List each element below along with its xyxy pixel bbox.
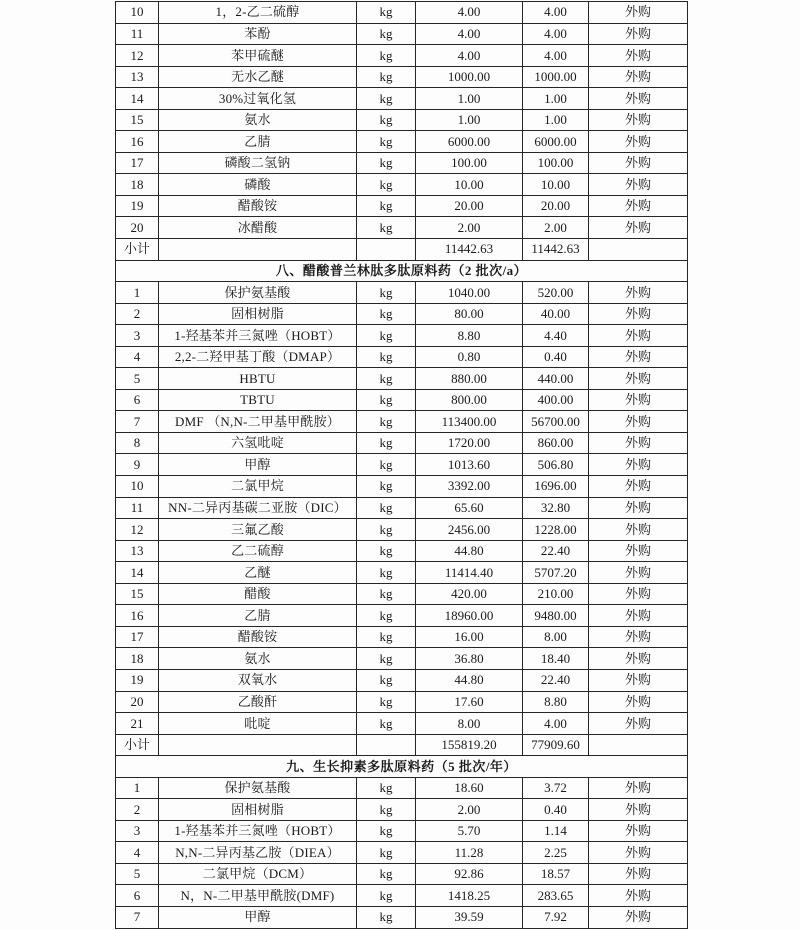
cell-qty2: 860.00 <box>523 432 589 454</box>
cell-source: 外购 <box>589 583 688 605</box>
cell-unit: kg <box>357 45 416 67</box>
cell-qty1: 2.00 <box>416 799 523 821</box>
table-row <box>116 669 688 691</box>
cell-unit: kg <box>357 2 416 24</box>
cell-name: N,N-二异丙基乙胺（DIEA） <box>159 842 357 864</box>
cell-source: 外购 <box>589 303 688 325</box>
cell-no: 18 <box>116 174 159 196</box>
table-row <box>116 691 688 713</box>
cell-source: 外购 <box>589 432 688 454</box>
cell-name: 醋酸铵 <box>159 626 357 648</box>
cell-qty2: 506.80 <box>523 454 589 476</box>
cell-unit: kg <box>357 282 416 304</box>
cell-name: 固相树脂 <box>159 799 357 821</box>
cell-unit: kg <box>357 540 416 562</box>
cell-source: 外购 <box>589 497 688 519</box>
table-row <box>116 497 688 519</box>
cell-qty2: 4.00 <box>523 713 589 735</box>
cell-unit: kg <box>357 497 416 519</box>
cell-qty2: 1.00 <box>523 88 589 110</box>
cell-source: 外购 <box>589 669 688 691</box>
table-row <box>116 626 688 648</box>
cell-no: 6 <box>116 885 159 907</box>
cell-qty2: 18.40 <box>523 648 589 670</box>
cell-source: 外购 <box>589 777 688 799</box>
cell-no: 6 <box>116 389 159 411</box>
cell-qty1: 1040.00 <box>416 282 523 304</box>
cell-source: 外购 <box>589 863 688 885</box>
cell-source: 外购 <box>589 648 688 670</box>
cell-qty1: 113400.00 <box>416 411 523 433</box>
cell-qty1: 80.00 <box>416 303 523 325</box>
cell-no: 11 <box>116 23 159 45</box>
cell-source: 外购 <box>589 66 688 88</box>
cell-name: 醋酸 <box>159 583 357 605</box>
cell-name: 双氧水 <box>159 669 357 691</box>
cell-no: 20 <box>116 217 159 239</box>
cell-unit: kg <box>357 217 416 239</box>
cell-qty2: 7.92 <box>523 906 589 928</box>
cell-source <box>589 734 688 756</box>
cell-qty2: 1696.00 <box>523 476 589 498</box>
table-row <box>116 713 688 735</box>
cell-name: 无水乙醚 <box>159 66 357 88</box>
cell-qty1: 1000.00 <box>416 66 523 88</box>
table-row <box>116 325 688 347</box>
cell-no: 16 <box>116 131 159 153</box>
cell-unit: kg <box>357 906 416 928</box>
cell-qty2: 9480.00 <box>523 605 589 627</box>
cell-qty2: 4.00 <box>523 45 589 67</box>
cell-name: 苯酚 <box>159 23 357 45</box>
cell-qty1: 0.80 <box>416 346 523 368</box>
cell-qty2: 1228.00 <box>523 519 589 541</box>
table-row <box>116 217 688 239</box>
table-row <box>116 195 688 217</box>
cell-source: 外购 <box>589 476 688 498</box>
cell-name: 三氟乙酸 <box>159 519 357 541</box>
cell-qty2: 77909.60 <box>523 734 589 756</box>
cell-no: 5 <box>116 368 159 390</box>
cell-qty2: 440.00 <box>523 368 589 390</box>
cell-unit: kg <box>357 88 416 110</box>
cell-qty2: 4.40 <box>523 325 589 347</box>
cell-name: 1，2-乙二硫醇 <box>159 2 357 24</box>
cell-no: 15 <box>116 109 159 131</box>
table-row <box>116 906 688 928</box>
table-row <box>116 368 688 390</box>
cell-unit: kg <box>357 799 416 821</box>
cell-no: 2 <box>116 303 159 325</box>
cell-qty1: 92.86 <box>416 863 523 885</box>
cell-no: 8 <box>116 432 159 454</box>
cell-source <box>589 239 688 261</box>
cell-source: 外购 <box>589 131 688 153</box>
cell-no: 7 <box>116 906 159 928</box>
cell-no: 17 <box>116 626 159 648</box>
cell-qty1: 3392.00 <box>416 476 523 498</box>
cell-unit: kg <box>357 519 416 541</box>
cell-name: 冰醋酸 <box>159 217 357 239</box>
cell-unit: kg <box>357 454 416 476</box>
cell-qty2: 210.00 <box>523 583 589 605</box>
cell-qty2: 283.65 <box>523 885 589 907</box>
table-row <box>116 540 688 562</box>
cell-qty1: 10.00 <box>416 174 523 196</box>
table-row <box>116 476 688 498</box>
cell-qty2: 18.57 <box>523 863 589 885</box>
cell-no: 4 <box>116 346 159 368</box>
cell-name: 乙酸酐 <box>159 691 357 713</box>
cell-qty1: 18960.00 <box>416 605 523 627</box>
cell-source: 外购 <box>589 454 688 476</box>
cell-name: 固相树脂 <box>159 303 357 325</box>
cell-qty1: 44.80 <box>416 540 523 562</box>
cell-no: 21 <box>116 713 159 735</box>
cell-unit: kg <box>357 842 416 864</box>
cell-qty2: 1.00 <box>523 109 589 131</box>
cell-source: 外购 <box>589 45 688 67</box>
cell-qty2: 11442.63 <box>523 239 589 261</box>
cell-no: 2 <box>116 799 159 821</box>
cell-no: 19 <box>116 669 159 691</box>
table-row <box>116 239 688 261</box>
table-row <box>116 23 688 45</box>
table-row <box>116 799 688 821</box>
cell-qty1: 65.60 <box>416 497 523 519</box>
table-row <box>116 152 688 174</box>
cell-name <box>159 734 357 756</box>
cell-name: HBTU <box>159 368 357 390</box>
cell-qty1: 880.00 <box>416 368 523 390</box>
cell-unit: kg <box>357 562 416 584</box>
cell-unit: kg <box>357 777 416 799</box>
cell-source: 外购 <box>589 562 688 584</box>
cell-qty2: 5707.20 <box>523 562 589 584</box>
table-row <box>116 346 688 368</box>
table-row <box>116 109 688 131</box>
table-row <box>116 389 688 411</box>
cell-no: 17 <box>116 152 159 174</box>
cell-qty1: 5.70 <box>416 820 523 842</box>
cell-qty2: 3.72 <box>523 777 589 799</box>
cell-name: 30%过氧化氢 <box>159 88 357 110</box>
cell-qty1: 1.00 <box>416 88 523 110</box>
cell-qty1: 36.80 <box>416 648 523 670</box>
cell-qty2: 1000.00 <box>523 66 589 88</box>
cell-qty2: 2.00 <box>523 217 589 239</box>
cell-name <box>159 239 357 261</box>
table-row <box>116 2 688 24</box>
cell-source: 外购 <box>589 389 688 411</box>
cell-name: 磷酸二氢钠 <box>159 152 357 174</box>
cell-qty1: 2.00 <box>416 217 523 239</box>
cell-qty2: 22.40 <box>523 540 589 562</box>
cell-no: 14 <box>116 562 159 584</box>
cell-source: 外购 <box>589 23 688 45</box>
cell-source: 外购 <box>589 109 688 131</box>
cell-qty2: 0.40 <box>523 346 589 368</box>
cell-no: 19 <box>116 195 159 217</box>
cell-unit: kg <box>357 411 416 433</box>
cell-unit: kg <box>357 174 416 196</box>
cell-source: 外购 <box>589 713 688 735</box>
table-row <box>116 66 688 88</box>
cell-unit: kg <box>357 885 416 907</box>
cell-qty1: 100.00 <box>416 152 523 174</box>
table-row <box>116 734 688 756</box>
cell-qty2: 10.00 <box>523 174 589 196</box>
cell-unit: kg <box>357 325 416 347</box>
cell-qty1: 6000.00 <box>416 131 523 153</box>
cell-qty1: 8.80 <box>416 325 523 347</box>
cell-no: 13 <box>116 540 159 562</box>
cell-no: 15 <box>116 583 159 605</box>
cell-name: 二氯甲烷（DCM） <box>159 863 357 885</box>
cell-qty2: 520.00 <box>523 282 589 304</box>
cell-no: 20 <box>116 691 159 713</box>
cell-qty2: 6000.00 <box>523 131 589 153</box>
cell-qty1: 1720.00 <box>416 432 523 454</box>
cell-name: 氨水 <box>159 109 357 131</box>
cell-name: 吡啶 <box>159 713 357 735</box>
table-row <box>116 303 688 325</box>
cell-unit: kg <box>357 368 416 390</box>
cell-name: DMF （N,N-二甲基甲酰胺） <box>159 411 357 433</box>
cell-qty1: 800.00 <box>416 389 523 411</box>
cell-name: 乙醚 <box>159 562 357 584</box>
cell-qty1: 11.28 <box>416 842 523 864</box>
cell-qty1: 11414.40 <box>416 562 523 584</box>
cell-no: 小计 <box>116 734 159 756</box>
materials-table <box>115 1 688 929</box>
cell-unit: kg <box>357 131 416 153</box>
cell-qty2: 2.25 <box>523 842 589 864</box>
cell-no: 9 <box>116 454 159 476</box>
cell-source: 外购 <box>589 152 688 174</box>
cell-name: 1-羟基苯并三氮唑（HOBT） <box>159 820 357 842</box>
cell-unit: kg <box>357 626 416 648</box>
cell-name: 甲醇 <box>159 906 357 928</box>
cell-qty1: 4.00 <box>416 2 523 24</box>
cell-no: 5 <box>116 863 159 885</box>
cell-unit: kg <box>357 109 416 131</box>
table-row <box>116 282 688 304</box>
cell-qty2: 100.00 <box>523 152 589 174</box>
cell-name: 二氯甲烷 <box>159 476 357 498</box>
section-header-row <box>116 756 688 778</box>
cell-name: N，N-二甲基甲酰胺(DMF) <box>159 885 357 907</box>
cell-unit: kg <box>357 669 416 691</box>
cell-unit: kg <box>357 389 416 411</box>
table-row <box>116 863 688 885</box>
cell-unit: kg <box>357 195 416 217</box>
cell-qty2: 22.40 <box>523 669 589 691</box>
cell-qty2: 56700.00 <box>523 411 589 433</box>
table-row <box>116 519 688 541</box>
cell-qty1: 1418.25 <box>416 885 523 907</box>
cell-source: 外购 <box>589 820 688 842</box>
cell-unit: kg <box>357 303 416 325</box>
cell-qty2: 40.00 <box>523 303 589 325</box>
table-row <box>116 45 688 67</box>
table-row <box>116 583 688 605</box>
cell-source: 外购 <box>589 885 688 907</box>
cell-unit <box>357 734 416 756</box>
cell-qty1: 4.00 <box>416 45 523 67</box>
cell-unit: kg <box>357 432 416 454</box>
cell-qty2: 8.00 <box>523 626 589 648</box>
cell-no: 3 <box>116 820 159 842</box>
cell-name: 氨水 <box>159 648 357 670</box>
table-row <box>116 131 688 153</box>
table-row <box>116 820 688 842</box>
cell-no: 11 <box>116 497 159 519</box>
cell-name: 磷酸 <box>159 174 357 196</box>
cell-source: 外购 <box>589 368 688 390</box>
cell-name: NN-二异丙基碳二亚胺（DIC） <box>159 497 357 519</box>
cell-unit: kg <box>357 713 416 735</box>
table-row <box>116 562 688 584</box>
cell-unit: kg <box>357 476 416 498</box>
cell-no: 18 <box>116 648 159 670</box>
cell-name: 保护氨基酸 <box>159 777 357 799</box>
table-row <box>116 88 688 110</box>
cell-no: 7 <box>116 411 159 433</box>
cell-qty2: 4.00 <box>523 23 589 45</box>
table-row <box>116 842 688 864</box>
cell-qty1: 44.80 <box>416 669 523 691</box>
cell-qty1: 18.60 <box>416 777 523 799</box>
cell-source: 外购 <box>589 799 688 821</box>
cell-source: 外购 <box>589 325 688 347</box>
cell-unit: kg <box>357 152 416 174</box>
cell-source: 外购 <box>589 195 688 217</box>
cell-source: 外购 <box>589 346 688 368</box>
cell-no: 10 <box>116 2 159 24</box>
cell-unit <box>357 239 416 261</box>
cell-qty1: 420.00 <box>416 583 523 605</box>
cell-qty2: 20.00 <box>523 195 589 217</box>
cell-source: 外购 <box>589 906 688 928</box>
cell-qty1: 17.60 <box>416 691 523 713</box>
table-row <box>116 885 688 907</box>
cell-qty1: 11442.63 <box>416 239 523 261</box>
cell-qty2: 0.40 <box>523 799 589 821</box>
cell-no: 1 <box>116 282 159 304</box>
cell-qty2: 4.00 <box>523 2 589 24</box>
cell-no: 13 <box>116 66 159 88</box>
cell-name: 1-羟基苯并三氮唑（HOBT） <box>159 325 357 347</box>
cell-source: 外购 <box>589 842 688 864</box>
materials-table-body <box>116 2 688 929</box>
cell-no: 1 <box>116 777 159 799</box>
cell-name: 醋酸铵 <box>159 195 357 217</box>
cell-no: 16 <box>116 605 159 627</box>
cell-unit: kg <box>357 66 416 88</box>
cell-name: 苯甲硫醚 <box>159 45 357 67</box>
cell-unit: kg <box>357 23 416 45</box>
cell-name: 保护氨基酸 <box>159 282 357 304</box>
cell-name: 2,2-二羟甲基丁酸（DMAP） <box>159 346 357 368</box>
table-row <box>116 174 688 196</box>
table-row <box>116 648 688 670</box>
cell-name: TBTU <box>159 389 357 411</box>
cell-qty1: 1013.60 <box>416 454 523 476</box>
cell-unit: kg <box>357 583 416 605</box>
cell-qty1: 155819.20 <box>416 734 523 756</box>
cell-name: 乙腈 <box>159 605 357 627</box>
cell-source: 外购 <box>589 519 688 541</box>
cell-name: 甲醇 <box>159 454 357 476</box>
cell-no: 小计 <box>116 239 159 261</box>
cell-name: 乙二硫醇 <box>159 540 357 562</box>
cell-source: 外购 <box>589 174 688 196</box>
cell-qty1: 4.00 <box>416 23 523 45</box>
cell-name: 乙腈 <box>159 131 357 153</box>
cell-source: 外购 <box>589 2 688 24</box>
table-row <box>116 605 688 627</box>
cell-source: 外购 <box>589 88 688 110</box>
cell-no: 4 <box>116 842 159 864</box>
cell-qty1: 20.00 <box>416 195 523 217</box>
section-title: 八、醋酸普兰林肽多肽原料药（2 批次/a） <box>116 260 688 282</box>
cell-qty1: 2456.00 <box>416 519 523 541</box>
table-row <box>116 454 688 476</box>
cell-source: 外购 <box>589 411 688 433</box>
cell-name: 六氢吡啶 <box>159 432 357 454</box>
cell-source: 外购 <box>589 282 688 304</box>
cell-unit: kg <box>357 605 416 627</box>
cell-no: 3 <box>116 325 159 347</box>
cell-unit: kg <box>357 648 416 670</box>
cell-unit: kg <box>357 863 416 885</box>
cell-qty1: 16.00 <box>416 626 523 648</box>
cell-qty2: 8.80 <box>523 691 589 713</box>
cell-source: 外购 <box>589 217 688 239</box>
cell-no: 12 <box>116 45 159 67</box>
cell-unit: kg <box>357 346 416 368</box>
cell-source: 外购 <box>589 626 688 648</box>
cell-qty2: 32.80 <box>523 497 589 519</box>
cell-qty1: 39.59 <box>416 906 523 928</box>
cell-unit: kg <box>357 820 416 842</box>
cell-unit: kg <box>357 691 416 713</box>
cell-qty2: 1.14 <box>523 820 589 842</box>
section-header-row <box>116 260 688 282</box>
cell-qty2: 400.00 <box>523 389 589 411</box>
section-title: 九、生长抑素多肽原料药（5 批次/年） <box>116 756 688 778</box>
cell-no: 10 <box>116 476 159 498</box>
cell-no: 14 <box>116 88 159 110</box>
table-row <box>116 411 688 433</box>
cell-qty1: 8.00 <box>416 713 523 735</box>
cell-source: 外购 <box>589 540 688 562</box>
cell-source: 外购 <box>589 605 688 627</box>
cell-no: 12 <box>116 519 159 541</box>
cell-source: 外购 <box>589 691 688 713</box>
table-row <box>116 432 688 454</box>
cell-qty1: 1.00 <box>416 109 523 131</box>
table-row <box>116 777 688 799</box>
